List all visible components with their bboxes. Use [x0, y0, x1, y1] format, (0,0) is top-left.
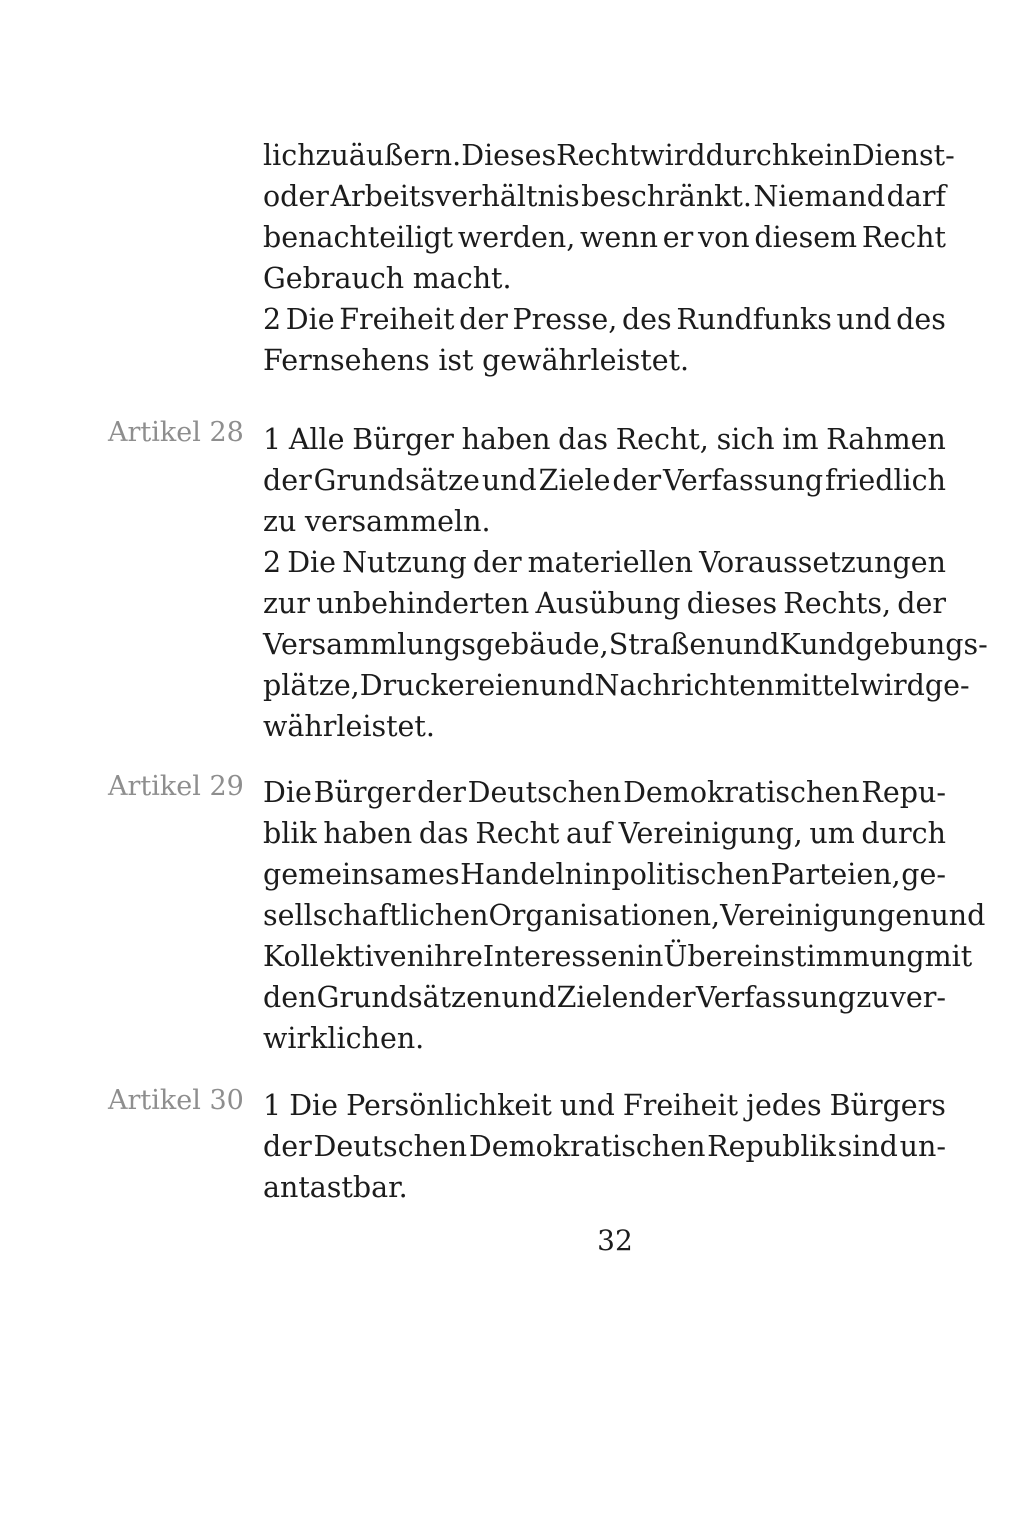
- article-label: Artikel 30: [108, 1085, 244, 1116]
- text-line: wirklichen.: [263, 1022, 425, 1055]
- text-line: 1 Die Persönlichkeit und Freiheit jedes Bürgers: [263, 1089, 946, 1122]
- text-line: Die Bürger der Deutschen Demokratischen Repu-: [263, 776, 946, 809]
- text-line: zu versammeln.: [263, 505, 491, 538]
- page-number: 32: [597, 1224, 633, 1257]
- text-line: blik haben das Recht auf Vereinigung, um durch: [263, 817, 946, 850]
- text-line: 2 Die Freiheit der Presse, des Rundfunks und des: [263, 303, 946, 336]
- article-label: Artikel 28: [108, 417, 244, 448]
- text-line: plätze, Druckereien und Nachrichtenmittel wird ge-: [263, 669, 970, 702]
- text-line: lich zu äußern. Dieses Recht wird durch kein Dienst-: [263, 139, 955, 172]
- text-line: zur unbehinderten Ausübung dieses Rechts, der: [263, 587, 946, 620]
- text-line: Gebrauch macht.: [263, 262, 512, 295]
- text-line: 1 Alle Bürger haben das Recht, sich im Rahmen: [263, 423, 946, 456]
- text-line: 2 Die Nutzung der materiellen Voraussetzungen: [263, 546, 946, 579]
- text-line: benachteiligt werden, wenn er von diesem Recht: [263, 221, 946, 254]
- text-line: währleistet.: [263, 710, 435, 743]
- text-line: oder Arbeitsverhältnis beschränkt. Niemand darf: [263, 180, 946, 213]
- text-line: der Grundsätze und Ziele der Verfassung friedlich: [263, 464, 946, 497]
- text-line: Versammlungsgebäude, Straßen und Kundgebungs-: [263, 628, 988, 661]
- text-line: antastbar.: [263, 1171, 408, 1204]
- text-line: Fernsehens ist gewährleistet.: [263, 344, 690, 377]
- text-line: den Grundsätzen und Zielen der Verfassung zu ver-: [263, 981, 946, 1014]
- text-line: der Deutschen Demokratischen Republik sind un-: [263, 1130, 946, 1163]
- text-line: Kollektiven ihre Interessen in Übereinstimmung mit: [263, 940, 973, 973]
- text-line: gemeinsames Handeln in politischen Parteien, ge-: [263, 858, 946, 891]
- article-label: Artikel 29: [108, 771, 244, 802]
- text-line: sellschaftlichen Organisationen, Vereinigungen und: [263, 899, 986, 932]
